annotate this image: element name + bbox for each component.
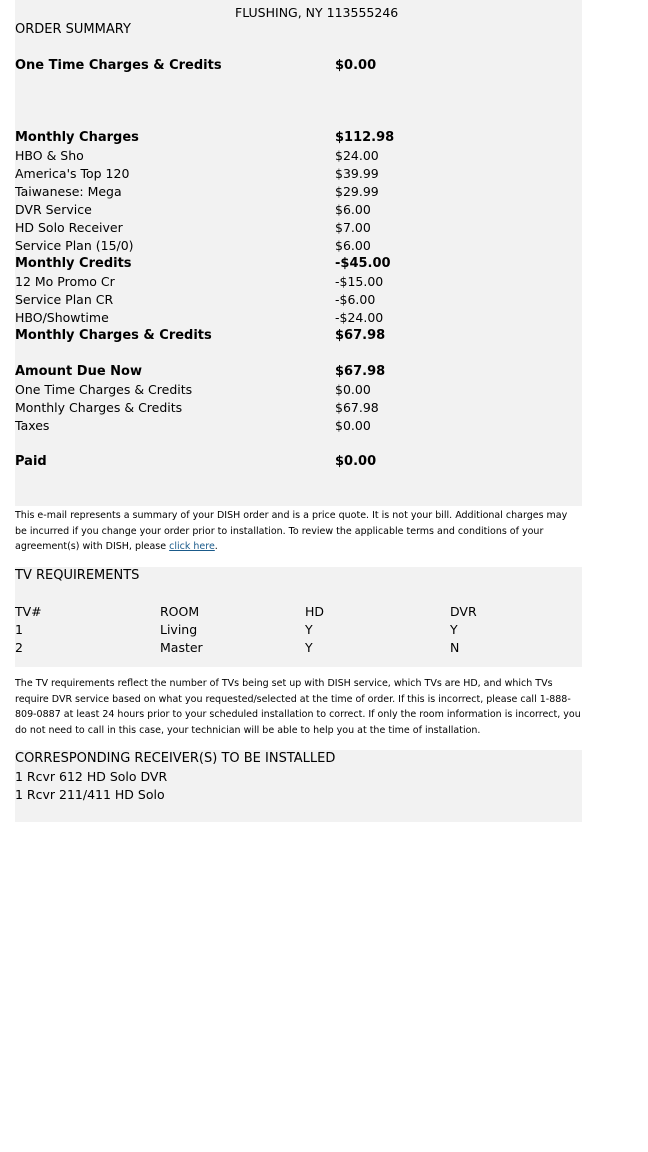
tv-requirements-title: TV REQUIREMENTS [15, 568, 140, 583]
summary-row-label: Monthly Charges & Credits [15, 328, 212, 343]
tv-table-cell: Master [160, 640, 203, 655]
receiver-item: 1 Rcvr 211/411 HD Solo [15, 787, 165, 802]
tv-table-cell: Y [450, 622, 458, 637]
summary-row-label: Service Plan (15/0) [15, 238, 134, 253]
disclaimer-end: . [214, 541, 218, 552]
tv-table-header: ROOM [160, 604, 200, 619]
summary-row-label: Amount Due Now [15, 364, 142, 379]
summary-row-amount: $6.00 [335, 202, 371, 217]
summary-row-label: Service Plan CR [15, 292, 114, 307]
summary-row-label: Monthly Credits [15, 256, 132, 271]
summary-row-amount: $0.00 [335, 454, 377, 469]
summary-row-label: HD Solo Receiver [15, 220, 123, 235]
disclaimer-text: This e-mail represents a summary of your DISH order and is a price quote. It is not your bill. Additional charges may be incurred if you change your order prior to installation. To review the applicable terms and conditions of your agreement(s) with DISH, please [15, 510, 568, 552]
summary-row-amount: $39.99 [335, 166, 379, 181]
summary-row-label: DVR Service [15, 202, 92, 217]
summary-row-label: Monthly Charges & Credits [15, 400, 183, 415]
summary-row-amount: $67.98 [335, 328, 386, 343]
summary-row-amount: -$15.00 [335, 274, 384, 289]
summary-row-label: Taxes [15, 418, 50, 433]
summary-row-amount: $29.99 [335, 184, 379, 199]
tv-table-header: HD [305, 604, 325, 619]
click-here-link[interactable]: click here [169, 541, 215, 552]
tv-table-cell: N [450, 640, 460, 655]
summary-row-amount: -$45.00 [335, 256, 391, 271]
tv-table-cell: 2 [15, 640, 23, 655]
summary-row-amount: $0.00 [335, 382, 371, 397]
summary-row-amount: -$6.00 [335, 292, 376, 307]
summary-row-amount: $24.00 [335, 148, 379, 163]
summary-row-amount: $112.98 [335, 130, 395, 145]
summary-row-label: HBO & Sho [15, 148, 84, 163]
tv-table-cell: Living [160, 622, 198, 637]
summary-row-amount: -$24.00 [335, 310, 384, 325]
tv-table-cell: Y [305, 622, 313, 637]
receiver-item: 1 Rcvr 612 HD Solo DVR [15, 769, 168, 784]
address-line: FLUSHING, NY 113555246 [235, 5, 399, 20]
tv-table-cell: 1 [15, 622, 23, 637]
summary-row-label: HBO/Showtime [15, 310, 109, 325]
tv-table-cell: Y [305, 640, 313, 655]
summary-row-amount: $0.00 [335, 418, 371, 433]
disclaimer [15, 508, 582, 555]
tv-table-header: DVR [450, 604, 477, 619]
summary-row-label: 12 Mo Promo Cr [15, 274, 115, 289]
tv-note: The TV requirements reflect the number of TVs being set up with DISH service, which TVs are HD, and which TVs require DVR service based on what you requested/selected at the time of order. If this is incorrect, please call 1-888-809-0887 at least 24 hours prior to your scheduled installation to correct. If only the room information is incorrect, you do not need to call in this case, your technician will be able to help you at the time of installation. [15, 678, 581, 736]
summary-row-label: One Time Charges & Credits [15, 58, 222, 73]
receivers-title: CORRESPONDING RECEIVER(S) TO BE INSTALLED [15, 751, 336, 766]
summary-row-amount: $0.00 [335, 58, 377, 73]
summary-row-label: America's Top 120 [15, 166, 130, 181]
summary-row-label: Paid [15, 454, 47, 469]
summary-row-label: Monthly Charges [15, 130, 139, 145]
summary-row-amount: $67.98 [335, 400, 379, 415]
summary-row-label: One Time Charges & Credits [15, 382, 193, 397]
summary-row-amount: $7.00 [335, 220, 371, 235]
summary-row-amount: $67.98 [335, 364, 386, 379]
tv-table-header: TV# [15, 604, 42, 619]
summary-row-amount: $6.00 [335, 238, 371, 253]
summary-row-label: Taiwanese: Mega [15, 184, 122, 199]
order-summary-title: ORDER SUMMARY [15, 22, 131, 37]
